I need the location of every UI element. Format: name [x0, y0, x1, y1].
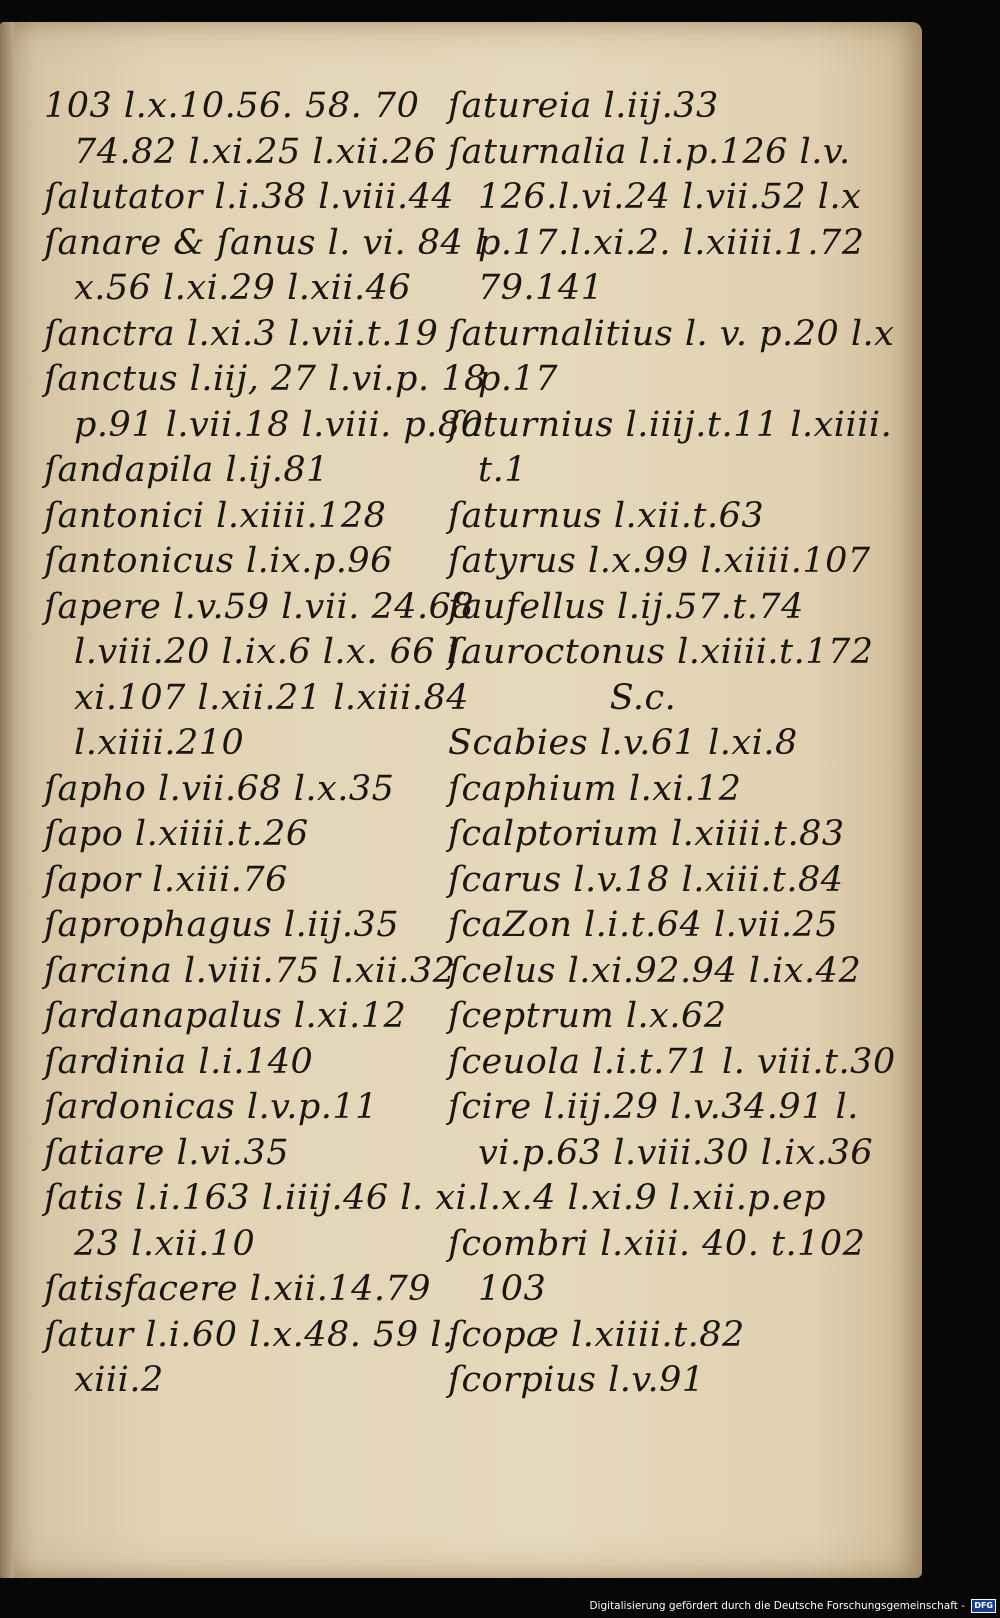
page-edge	[0, 22, 14, 1578]
index-entry: ſcaZon l.i.t.64 l.vii.25	[448, 905, 839, 945]
index-entry: ſatiare l.vi.35	[44, 1132, 289, 1173]
index-entry: ſapor l.xiii.76	[44, 859, 288, 900]
funding-notice	[589, 1598, 996, 1614]
index-column-left	[44, 84, 499, 1404]
index-entry: ſardinia l.i.140	[44, 1041, 314, 1082]
index-entry: ſatis l.i.163 l.iiij.46 l. xi.	[44, 1178, 479, 1218]
index-line: 126.l.vi.24 l.vii.52 l.x	[478, 177, 862, 217]
index-line: l.xiiii.210	[74, 723, 245, 763]
index-entry: ſcopæ l.xiiii.t.82	[448, 1314, 745, 1355]
index-line: vi.p.63 l.viii.30 l.ix.36	[478, 1132, 874, 1173]
index-entry: ſapho l.vii.68 l.x.35	[44, 768, 395, 809]
section-heading: S.c.	[609, 677, 677, 718]
index-line: 74.82 l.xi.25 l.xii.26	[74, 131, 437, 172]
index-entry: ſarcina l.viii.75 l.xii.32	[44, 950, 456, 991]
index-entry: Scabies l.v.61 l.xi.8	[448, 723, 798, 763]
index-entry: ſcombri l.xiii. 40. t.102	[448, 1223, 866, 1264]
index-entry: ſatur l.i.60 l.x.48. 59 l.	[44, 1314, 454, 1355]
index-entry: ſalutator l.i.38 l.viii.44	[44, 177, 455, 217]
index-entry: ſapo l.xiiii.t.26	[44, 814, 309, 854]
index-entry: ſauroctonus l.xiiii.t.172	[448, 632, 874, 672]
index-line: x.56 l.xi.29 l.xii.46	[74, 268, 412, 308]
index-entry: ſandapila l.ij.81	[44, 450, 329, 490]
index-entry: ſanctra l.xi.3 l.vii.t.19	[44, 313, 439, 354]
index-line: l.x.4 l.xi.9 l.xii.p.ep	[478, 1178, 827, 1218]
index-line: 79.141	[478, 268, 604, 308]
dfg-logo-icon: DFG	[971, 1599, 996, 1613]
index-entry: ſcelus l.xi.92.94 l.ix.42	[448, 950, 862, 991]
index-entry: ſardonicas l.v.p.11	[44, 1087, 378, 1127]
index-entry: ſaprophagus l.iij.35	[44, 905, 400, 945]
index-line: p.91 l.vii.18 l.viii. p.80	[74, 404, 484, 445]
index-line: l.viii.20 l.ix.6 l.x. 66 l.	[74, 632, 471, 672]
index-line: xi.107 l.xii.21 l.xiii.84	[74, 677, 470, 718]
index-entry: ſantonicus l.ix.p.96	[44, 541, 393, 581]
index-entry: ſaturnalia l.i.p.126 l.v.	[448, 131, 851, 172]
index-entry: ſcorpius l.v.91	[448, 1360, 705, 1400]
index-line: 103	[478, 1269, 547, 1309]
index-entry: ſaufellus l.ij.57.t.74	[448, 586, 804, 627]
index-entry: ſatureia l.iij.33	[448, 86, 719, 126]
index-entry: ſatyrus l.x.99 l.xiiii.107	[448, 541, 871, 581]
index-line: p.17.l.xi.2. l.xiiii.1.72	[478, 222, 865, 263]
index-entry: ſatisfacere l.xii.14.79	[44, 1269, 432, 1309]
index-line: 103 l.x.10.56. 58. 70	[44, 86, 420, 126]
index-line: p.17	[478, 359, 559, 399]
index-line: xiii.2	[74, 1360, 164, 1400]
index-entry: ſceuola l.i.t.71 l. viii.t.30	[448, 1041, 896, 1082]
index-entry: ſantonici l.xiiii.128	[44, 495, 387, 536]
index-line: t.1	[478, 450, 527, 490]
index-entry: ſceptrum l.x.62	[448, 996, 727, 1036]
index-entry: ſanctus l.iij, 27 l.vi.p. 18	[44, 359, 487, 399]
funding-notice-text: Digitalisierung gefördert durch die Deutsche Forschungsgemeinschaft -	[589, 1600, 965, 1612]
index-entry: ſcarus l.v.18 l.xiii.t.84	[448, 859, 844, 900]
index-entry: ſaturnalitius l. v. p.20 l.x	[448, 313, 895, 354]
index-entry: ſcaphium l.xi.12	[448, 768, 742, 809]
index-entry: ſapere l.v.59 l.vii. 24.68	[44, 586, 475, 627]
index-entry: ſcalptorium l.xiiii.t.83	[448, 814, 845, 854]
index-entry: ſcire l.iij.29 l.v.34.91 l.	[448, 1087, 859, 1127]
index-entry: ſardanapalus l.xi.12	[44, 996, 407, 1036]
index-entry: ſanare & ſanus l. vi. 84 l.	[44, 222, 499, 263]
index-line: 23 l.xii.10	[74, 1223, 256, 1264]
index-column-right	[448, 84, 896, 1404]
index-entry: ſaturnus l.xii.t.63	[448, 495, 765, 536]
index-entry: ſaturnius l.iiij.t.11 l.xiiii.	[448, 404, 893, 445]
